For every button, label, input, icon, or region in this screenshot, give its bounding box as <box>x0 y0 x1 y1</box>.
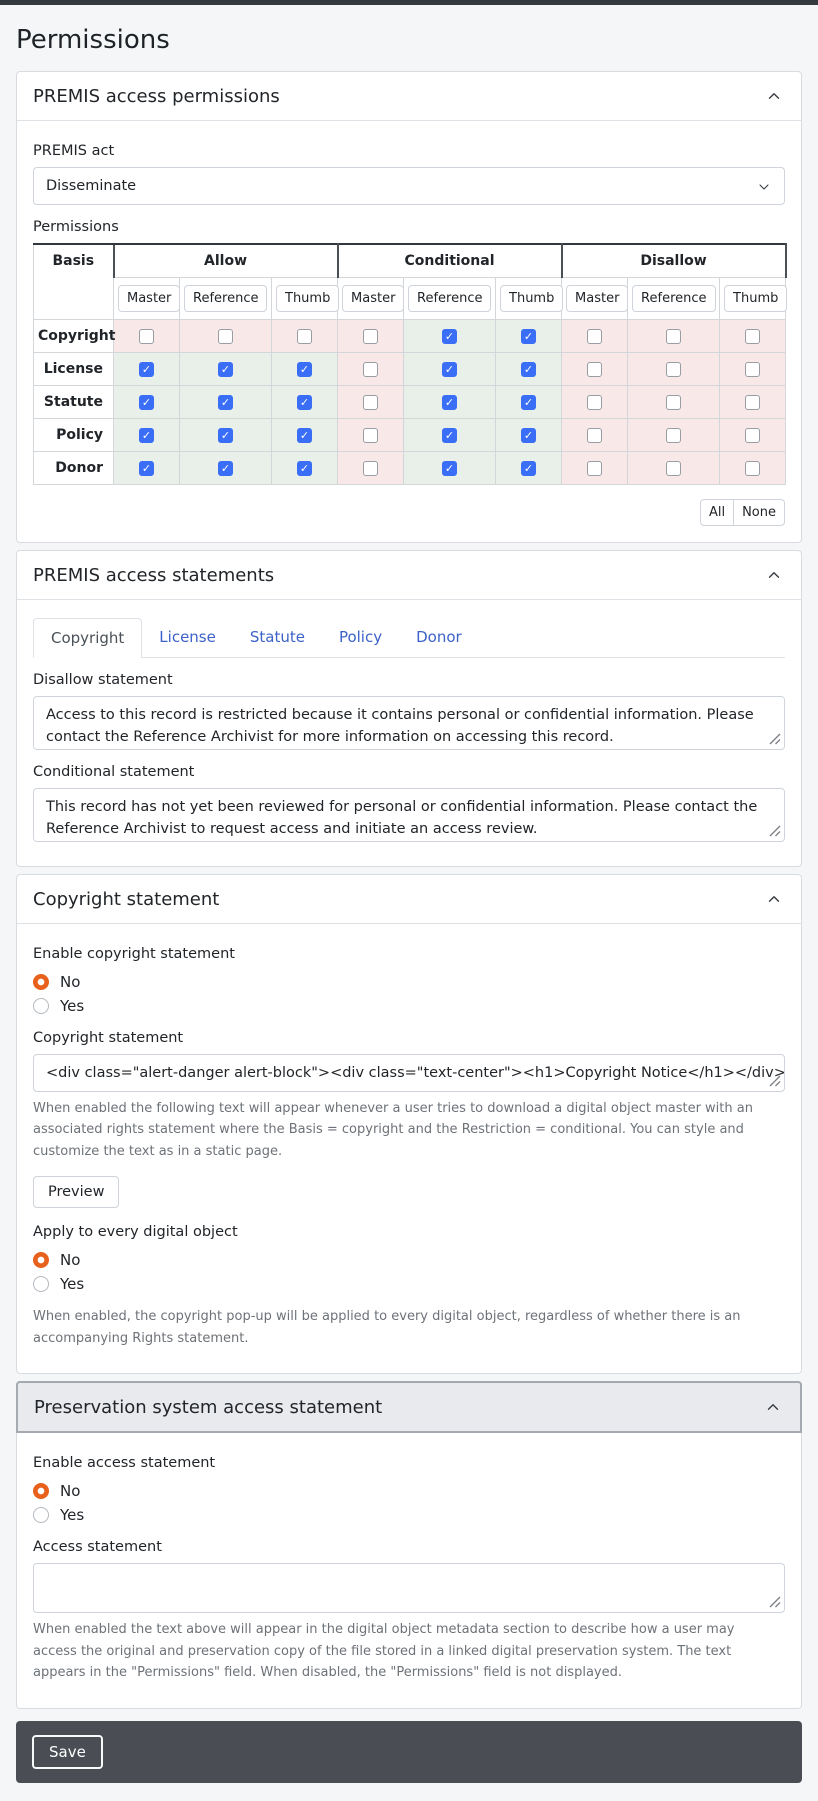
checkbox-checked[interactable] <box>297 428 312 443</box>
radio-option-yes[interactable] <box>33 1272 785 1296</box>
basis-row-label: Donor <box>34 452 114 485</box>
table-row-license <box>34 353 786 386</box>
radio-selected-icon[interactable] <box>33 974 49 990</box>
checkbox-checked[interactable] <box>218 362 233 377</box>
checkbox-unchecked[interactable] <box>587 362 602 377</box>
radio-unselected-icon[interactable] <box>33 1276 49 1292</box>
checkbox-checked[interactable] <box>442 362 457 377</box>
checkbox-checked[interactable] <box>442 461 457 476</box>
checkbox-checked[interactable] <box>218 428 233 443</box>
checkbox-unchecked[interactable] <box>139 329 154 344</box>
checkbox-checked[interactable] <box>521 461 536 476</box>
checkbox-checked[interactable] <box>297 395 312 410</box>
checkbox-unchecked[interactable] <box>587 329 602 344</box>
select-column-button-allow-reference[interactable]: Reference <box>184 285 267 312</box>
radio-label: Yes <box>60 1275 85 1294</box>
premis-access-permissions-card <box>16 71 802 543</box>
permissions-page <box>0 5 818 1801</box>
checkbox-checked[interactable] <box>521 329 536 344</box>
checkbox-checked[interactable] <box>139 362 154 377</box>
premis-act-label: PREMIS act <box>33 143 115 159</box>
copyright-statement-header[interactable] <box>17 875 801 924</box>
checkbox-unchecked[interactable] <box>666 428 681 443</box>
select-column-button-disallow-master[interactable]: Master <box>566 285 628 312</box>
collapse-button[interactable] <box>763 85 785 107</box>
collapse-button[interactable] <box>763 888 785 910</box>
chevron-up-icon <box>765 566 783 584</box>
checkbox-checked[interactable] <box>521 395 536 410</box>
premis-act-selected-value: Disseminate <box>46 178 137 194</box>
checkbox-checked[interactable] <box>218 395 233 410</box>
apply-to-every-digital-object-label: Apply to every digital object <box>33 1224 238 1241</box>
premis-act-select[interactable] <box>33 167 785 205</box>
basis-tabs <box>33 618 785 658</box>
enable-copyright-radio-group <box>33 970 785 1018</box>
checkbox-checked[interactable] <box>521 362 536 377</box>
radio-selected-icon[interactable] <box>33 1483 49 1499</box>
table-row-donor <box>34 452 786 485</box>
form-actions-bar <box>16 1721 802 1783</box>
checkbox-unchecked[interactable] <box>587 395 602 410</box>
section-title: Preservation system access statement <box>34 1396 383 1418</box>
checkbox-unchecked[interactable] <box>745 395 760 410</box>
select-all-none-group <box>700 499 785 526</box>
copyright-statement-textarea[interactable] <box>33 1054 785 1092</box>
checkbox-checked[interactable] <box>442 329 457 344</box>
preservation-access-statement-header[interactable] <box>16 1381 802 1433</box>
apply-every-object-help: When enabled, the copyright pop-up will be applied to every digital object, regardless of whether there is an accompanying Rights statement. <box>33 1309 741 1346</box>
checkbox-unchecked[interactable] <box>363 362 378 377</box>
radio-option-no[interactable] <box>33 1479 785 1503</box>
chevron-up-icon <box>765 87 783 105</box>
checkbox-unchecked[interactable] <box>363 395 378 410</box>
premis-access-permissions-header[interactable] <box>17 72 801 121</box>
radio-selected-icon[interactable] <box>33 1252 49 1268</box>
checkbox-unchecked[interactable] <box>587 428 602 443</box>
basis-row-label: Copyright <box>34 320 114 353</box>
checkbox-unchecked[interactable] <box>745 362 760 377</box>
radio-label: No <box>60 973 81 991</box>
page-title: Permissions <box>16 25 170 55</box>
permissions-table-label: Permissions <box>33 219 119 235</box>
radio-unselected-icon[interactable] <box>33 1507 49 1523</box>
radio-option-no[interactable] <box>33 970 785 994</box>
checkbox-checked[interactable] <box>521 428 536 443</box>
disallow-statement-label: Disallow statement <box>33 672 173 688</box>
checkbox-unchecked[interactable] <box>745 461 760 476</box>
checkbox-unchecked[interactable] <box>745 428 760 443</box>
basis-row-label: Statute <box>34 386 114 419</box>
chevron-up-icon <box>764 1398 782 1416</box>
copyright-statement-field-label: Copyright statement <box>33 1030 184 1046</box>
checkbox-checked[interactable] <box>297 362 312 377</box>
select-column-button-disallow-thumb[interactable]: Thumb <box>724 285 787 312</box>
checkbox-unchecked[interactable] <box>666 395 681 410</box>
radio-option-yes[interactable] <box>33 1503 785 1527</box>
allow-header: Allow <box>114 244 338 278</box>
radio-unselected-icon[interactable] <box>33 998 49 1014</box>
chevron-up-icon <box>765 890 783 908</box>
basis-row-label: License <box>34 353 114 386</box>
checkbox-unchecked[interactable] <box>587 461 602 476</box>
conditional-header: Conditional <box>338 244 562 278</box>
conditional-statement-label: Conditional statement <box>33 764 195 780</box>
checkbox-unchecked[interactable] <box>218 329 233 344</box>
tab-copyright[interactable]: Copyright <box>33 618 142 658</box>
radio-label: No <box>60 1251 81 1270</box>
checkbox-checked[interactable] <box>218 461 233 476</box>
checkbox-checked[interactable] <box>139 395 154 410</box>
table-row-copyright <box>34 320 786 353</box>
checkbox-checked[interactable] <box>139 428 154 443</box>
collapse-button[interactable] <box>763 564 785 586</box>
checkbox-unchecked[interactable] <box>745 329 760 344</box>
tab-license[interactable]: License <box>159 628 216 646</box>
conditional-statement-textarea[interactable] <box>33 788 785 842</box>
chevron-down-icon <box>756 179 772 195</box>
select-column-button-conditional-thumb[interactable]: Thumb <box>500 285 563 312</box>
checkbox-unchecked[interactable] <box>297 329 312 344</box>
none-button[interactable]: None <box>733 499 785 526</box>
basis-header: Basis <box>34 244 114 320</box>
copyright-statement-card <box>16 874 802 1374</box>
enable-copyright-statement-label: Enable copyright statement <box>33 946 235 962</box>
section-title: Copyright statement <box>33 888 220 910</box>
checkbox-checked[interactable] <box>139 461 154 476</box>
table-group-header-row <box>34 244 786 278</box>
select-column-button-disallow-reference[interactable]: Reference <box>632 285 715 312</box>
checkbox-checked[interactable] <box>442 428 457 443</box>
radio-label: Yes <box>60 1506 85 1525</box>
checkbox-checked[interactable] <box>442 395 457 410</box>
checkbox-unchecked[interactable] <box>363 428 378 443</box>
radio-label: No <box>60 1482 81 1501</box>
premis-access-statements-card <box>16 550 802 867</box>
checkbox-unchecked[interactable] <box>666 362 681 377</box>
disallow-statement-textarea[interactable] <box>33 696 785 750</box>
save-button[interactable]: Save <box>32 1735 103 1769</box>
enable-access-radio-group <box>33 1479 785 1527</box>
select-column-button-allow-master[interactable]: Master <box>118 285 180 312</box>
basis-row-label: Policy <box>34 419 114 452</box>
checkbox-unchecked[interactable] <box>666 329 681 344</box>
access-statement-help: When enabled the text above will appear in the digital object metadata section to describe how a user may access the original and preservation copy of the file stored in a linked digital preservation system. The text appears in the "Permissions" field. When disabled, the "Permissions" field is not displayed. <box>33 1622 735 1681</box>
apply-every-object-radio-group <box>33 1248 785 1296</box>
select-column-button-conditional-reference[interactable]: Reference <box>408 285 491 312</box>
radio-option-yes[interactable] <box>33 994 785 1018</box>
tab-donor[interactable]: Donor <box>416 628 462 646</box>
enable-access-statement-label: Enable access statement <box>33 1455 216 1472</box>
select-column-button-allow-thumb[interactable]: Thumb <box>276 285 339 312</box>
collapse-button[interactable] <box>762 1396 784 1418</box>
checkbox-unchecked[interactable] <box>363 329 378 344</box>
checkbox-unchecked[interactable] <box>666 461 681 476</box>
premis-access-statements-header[interactable] <box>17 551 801 600</box>
radio-label: Yes <box>60 997 85 1015</box>
all-button[interactable]: All <box>700 499 733 526</box>
permissions-table <box>33 243 787 485</box>
table-row-statute <box>34 386 786 419</box>
preview-button[interactable]: Preview <box>33 1176 119 1208</box>
checkbox-unchecked[interactable] <box>363 461 378 476</box>
table-subcolumn-header-row <box>34 278 786 320</box>
checkbox-checked[interactable] <box>297 461 312 476</box>
radio-option-no[interactable] <box>33 1248 785 1272</box>
access-statement-textarea[interactable] <box>33 1563 785 1613</box>
section-title: PREMIS access permissions <box>33 85 280 107</box>
preservation-access-statement-card <box>16 1381 802 1708</box>
tab-statute[interactable]: Statute <box>249 628 305 646</box>
tab-policy[interactable]: Policy <box>338 628 383 646</box>
section-title: PREMIS access statements <box>33 564 275 586</box>
disallow-header: Disallow <box>562 244 786 278</box>
access-statement-label: Access statement <box>33 1539 162 1556</box>
copyright-statement-help: When enabled the following text will appear whenever a user tries to download a digital object master with an associated rights statement where the Basis = copyright and the Restriction = conditional. You can style and customize the text as in a static page. <box>33 1101 753 1159</box>
table-row-policy <box>34 419 786 452</box>
select-column-button-conditional-master[interactable]: Master <box>342 285 404 312</box>
